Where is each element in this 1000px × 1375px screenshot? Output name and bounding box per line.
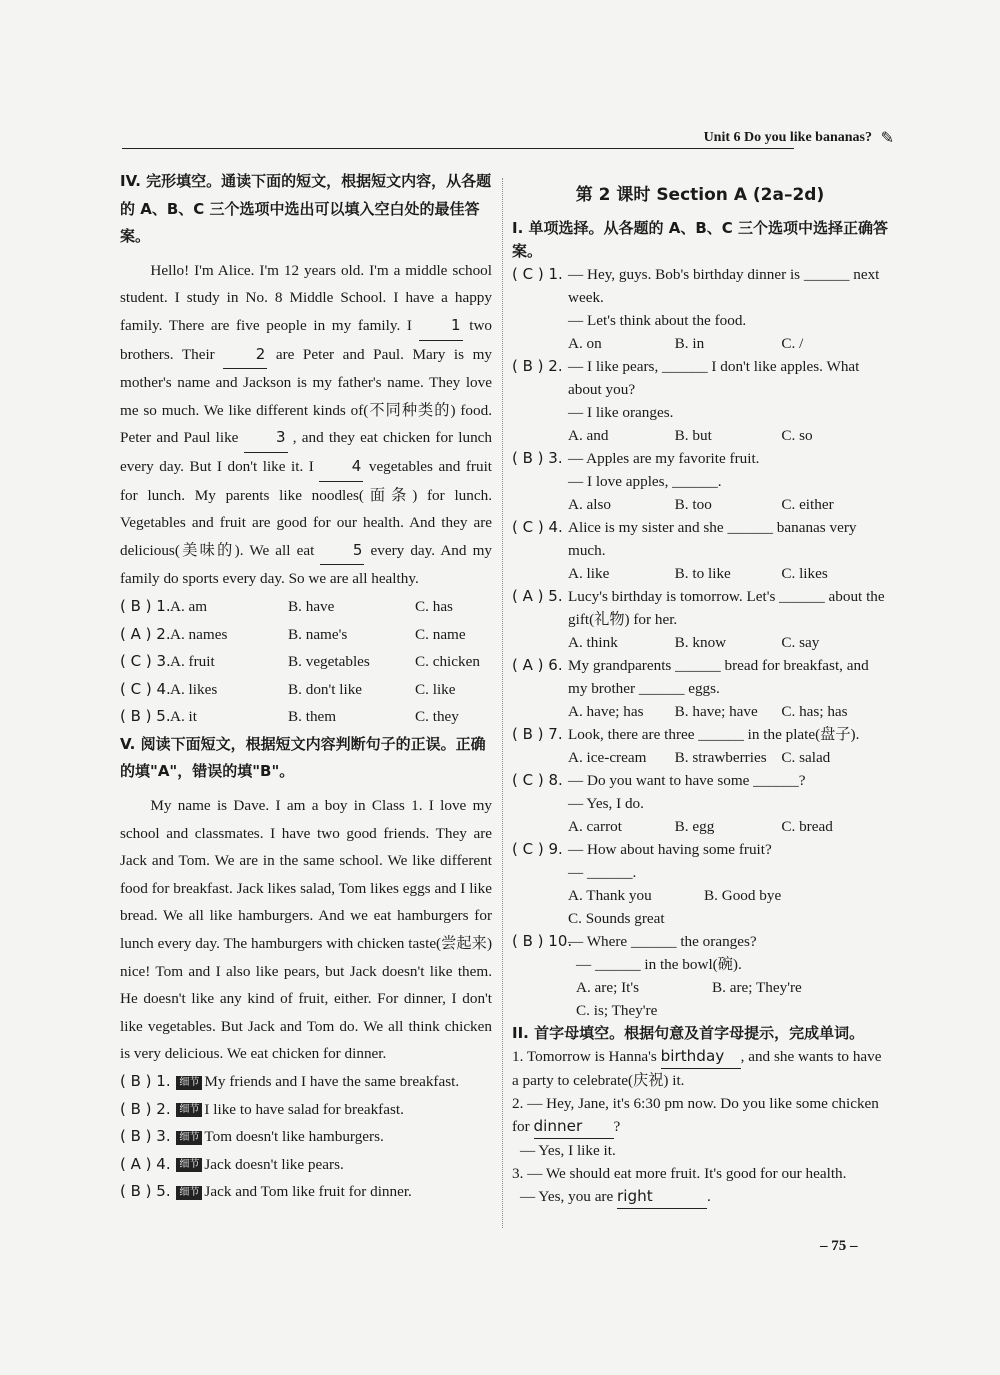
question bbox=[512, 355, 888, 447]
blank-5: 5 bbox=[320, 537, 364, 566]
detail-tag: 细节 bbox=[176, 1158, 202, 1172]
option-c: C. is; They're bbox=[576, 1002, 658, 1019]
question-text: — How about having some fruit? bbox=[568, 841, 772, 858]
fill-text: . bbox=[707, 1188, 711, 1205]
right-column bbox=[512, 168, 888, 1209]
answer-number: ( A ) 6. bbox=[512, 656, 563, 674]
answer-number: ( B ) 5. bbox=[120, 707, 171, 726]
option-a: A. ice-cream bbox=[568, 749, 647, 766]
answer-number: ( A ) 5. bbox=[512, 587, 563, 605]
question-text: — Hey, guys. Bob's birthday dinner is ______ next week. bbox=[568, 266, 880, 306]
item-text: Tom doesn't like hamburgers. bbox=[204, 1128, 384, 1146]
option-b: B. name's bbox=[288, 625, 348, 643]
option-row bbox=[120, 648, 492, 676]
detail-tag: 细节 bbox=[176, 1103, 202, 1117]
option-c: C. likes bbox=[781, 565, 828, 582]
fill-item: — Yes, I like it. bbox=[520, 1142, 616, 1159]
tf-item bbox=[120, 1151, 492, 1179]
option-c: C. has; has bbox=[781, 703, 848, 720]
answer-number: ( A ) 4. bbox=[120, 1154, 171, 1173]
blank-1: 1 bbox=[419, 312, 463, 341]
question-text: — Do you want to have some ______? bbox=[568, 772, 806, 789]
option-c: C. chicken bbox=[415, 653, 480, 671]
option-c: C. they bbox=[415, 708, 459, 726]
option-a: A. think bbox=[568, 634, 618, 651]
option-c: C. say bbox=[781, 634, 820, 651]
answer-number: ( B ) 5. bbox=[120, 1182, 171, 1201]
column-divider bbox=[502, 178, 503, 1228]
section-v-title: V. 阅读下面短文，根据短文内容判断句子的正误。正确的填"A"，错误的填"B"。 bbox=[120, 734, 486, 781]
option-c: C. has bbox=[415, 597, 453, 615]
question-reply: — I like oranges. bbox=[568, 404, 674, 421]
passage-text: two brothers. Their bbox=[120, 316, 492, 363]
option-a: A. fruit bbox=[170, 653, 215, 671]
fill-text: 2. — Hey, Jane, it's 6:30 pm now. Do you like some chicken for bbox=[512, 1095, 879, 1135]
blank-4: 4 bbox=[319, 453, 363, 482]
left-column bbox=[120, 168, 492, 1206]
fill-text: — Yes, you are bbox=[520, 1188, 618, 1205]
option-a: A. are; It's bbox=[576, 979, 640, 996]
item-text: Jack doesn't like pears. bbox=[204, 1155, 344, 1173]
passage-text: , and they eat chicken for lunch every day. But I don't like it. I bbox=[120, 429, 493, 475]
question-text: — Where ______ the oranges? bbox=[568, 933, 757, 950]
option-c: C. name bbox=[415, 625, 466, 643]
cloze-passage bbox=[120, 257, 492, 593]
option-a: A. am bbox=[170, 597, 208, 615]
answer-number: ( C ) 9. bbox=[512, 840, 563, 858]
option-c: C. salad bbox=[781, 749, 831, 766]
page-number: – 75 – bbox=[820, 1238, 858, 1254]
option-c: C. either bbox=[781, 496, 834, 513]
answer-number: ( C ) 1. bbox=[512, 265, 563, 283]
question-text: Lucy's birthday is tomorrow. Let's ______ about the gift(礼物) for her. bbox=[568, 588, 885, 628]
option-row bbox=[120, 621, 492, 649]
question bbox=[512, 585, 888, 654]
answer-number: ( C ) 4. bbox=[512, 518, 563, 536]
tf-item bbox=[120, 1178, 492, 1206]
item-text: My friends and I have the same breakfast. bbox=[204, 1073, 460, 1090]
option-b: B. vegetables bbox=[288, 653, 370, 671]
passage-text: every day. And my family do sports every day. So we are all healthy. bbox=[120, 541, 493, 588]
option-b: B. in bbox=[674, 335, 705, 352]
option-a: A. also bbox=[568, 496, 612, 513]
fill-text: ? bbox=[613, 1118, 621, 1135]
option-b: B. egg bbox=[674, 818, 715, 835]
header-rule bbox=[122, 148, 794, 149]
fill-text: 1. Tomorrow is Hanna's bbox=[512, 1048, 661, 1065]
option-b: B. Good bye bbox=[704, 887, 782, 904]
question-text: Alice is my sister and she ______ bananas very much. bbox=[568, 519, 857, 559]
question bbox=[512, 838, 888, 930]
passage-text: are Peter and Paul. Mary is my mother's name and Jackson is my father's name. They love me so much. We like different kinds of(不同种类的) food. Peter and Paul like bbox=[120, 345, 493, 447]
option-row bbox=[120, 703, 492, 731]
option-b: B. have; have bbox=[674, 703, 758, 720]
option-row bbox=[120, 676, 492, 704]
option-b: B. but bbox=[674, 427, 712, 444]
option-a: A. and bbox=[568, 427, 609, 444]
page-header bbox=[122, 128, 894, 150]
question-reply: — Let's think about the food. bbox=[568, 312, 747, 329]
option-b: B. don't like bbox=[288, 680, 363, 698]
fill-text: , and she wants to have a party to celebrate(庆祝) it. bbox=[512, 1048, 882, 1089]
answer-number: ( C ) 3. bbox=[120, 652, 171, 671]
option-c: C. Sounds great bbox=[568, 910, 665, 927]
section-iv-title: IV. 完形填空。通读下面的短文，根据短文内容，从各题的 A、B、C 三个选项中选出可以填入空白处的最佳答案。 bbox=[120, 172, 492, 246]
answer-number: ( B ) 2. bbox=[120, 1099, 171, 1118]
option-a: A. likes bbox=[170, 680, 218, 698]
item-text: I like to have salad for breakfast. bbox=[204, 1100, 404, 1118]
question bbox=[512, 516, 888, 585]
option-a: A. like bbox=[568, 565, 610, 582]
answer-number: ( C ) 4. bbox=[120, 679, 171, 698]
option-a: A. carrot bbox=[568, 818, 622, 835]
option-a: A. Thank you bbox=[568, 887, 652, 904]
option-b: B. too bbox=[674, 496, 712, 513]
question-reply: — I love apples, ______. bbox=[568, 473, 722, 490]
answer-number: ( B ) 2. bbox=[512, 357, 563, 375]
option-b: B. to like bbox=[674, 565, 731, 582]
option-a: A. have; has bbox=[568, 703, 644, 720]
tf-item bbox=[120, 1096, 492, 1124]
fill-item: 3. — We should eat more fruit. It's good for our health. bbox=[512, 1165, 847, 1182]
detail-tag: 细节 bbox=[176, 1076, 202, 1090]
fill-answer: dinner bbox=[534, 1115, 614, 1139]
passage-text: Hello! I'm Alice. I'm 12 years old. I'm a middle school student. I study in No. 8 Middle School. I have a happy family. There are five people in my family. I bbox=[120, 261, 492, 334]
option-a: A. it bbox=[170, 708, 198, 726]
question-reply: — Yes, I do. bbox=[568, 795, 644, 812]
fill-answer: right bbox=[617, 1185, 707, 1209]
tf-item bbox=[120, 1123, 492, 1151]
fill-answer: birthday bbox=[661, 1045, 741, 1069]
question bbox=[512, 263, 888, 355]
option-c: C. like bbox=[415, 680, 456, 698]
question bbox=[512, 723, 888, 769]
option-row bbox=[120, 593, 492, 621]
reading-passage: My name is Dave. I am a boy in Class 1. I love my school and classmates. I have two good friends. They are Jack and Tom. We are in the same school. We like different food for breakfast. Jack likes salad, Tom likes eggs and I like bread. We all like hamburgers. And we eat hamburgers for lunch every day. The hamburgers with chicken taste(尝起来) nice! Tom and I also like pears, but Jack doesn't like them. He doesn't like any kind of fruit, either. For dinner, I don't like vegetables. But Jack and Tom do. We all think chicken is very delicious. We eat chicken for dinner. bbox=[120, 797, 492, 1063]
question-text: — I like pears, ______ I don't like apples. What about you? bbox=[568, 358, 860, 398]
answer-number: ( B ) 7. bbox=[512, 725, 563, 743]
question bbox=[512, 769, 888, 838]
option-b: B. strawberries bbox=[674, 749, 767, 766]
blank-3: 3 bbox=[244, 424, 288, 453]
unit-title: Unit 6 Do you like bananas? bbox=[703, 130, 872, 145]
option-a: A. names bbox=[170, 625, 228, 643]
option-b: B. know bbox=[674, 634, 727, 651]
question-reply: — ______. bbox=[568, 864, 637, 881]
section-i-title: I. 单项选择。从各题的 A、B、C 三个选项中选择正确答案。 bbox=[512, 219, 888, 260]
tf-item bbox=[120, 1068, 492, 1096]
question bbox=[512, 930, 888, 1022]
question-text: My grandparents ______ bread for breakfast, and my brother ______ eggs. bbox=[568, 657, 869, 697]
answer-number: ( B ) 3. bbox=[120, 1127, 171, 1146]
fill-item bbox=[512, 1185, 888, 1209]
answer-number: ( B ) 1. bbox=[120, 596, 171, 615]
option-b: B. have bbox=[288, 597, 335, 615]
lesson-title: 第 2 课时 Section A (2a–2d) bbox=[575, 185, 825, 205]
detail-tag: 细节 bbox=[176, 1186, 202, 1200]
option-c: C. bread bbox=[781, 818, 833, 835]
answer-number: ( B ) 10. bbox=[512, 932, 573, 950]
answer-number: ( A ) 2. bbox=[120, 624, 171, 643]
answer-number: ( B ) 1. bbox=[120, 1072, 171, 1090]
question bbox=[512, 654, 888, 723]
section-ii-title: II. 首字母填空。根据句意及首字母提示，完成单词。 bbox=[512, 1024, 865, 1042]
option-c: C. / bbox=[781, 335, 804, 352]
fill-item bbox=[512, 1092, 888, 1139]
blank-2: 2 bbox=[223, 341, 267, 370]
answer-number: ( C ) 8. bbox=[512, 771, 563, 789]
option-c: C. so bbox=[781, 427, 813, 444]
option-b: B. are; They're bbox=[712, 979, 802, 996]
true-false-items bbox=[120, 1068, 492, 1206]
option-b: B. them bbox=[288, 708, 337, 726]
question bbox=[512, 447, 888, 516]
question-reply: — ______ in the bowl(碗). bbox=[576, 956, 742, 973]
option-a: A. on bbox=[568, 335, 602, 352]
pencil-decoration-icon: ✎ bbox=[880, 130, 894, 147]
cloze-options bbox=[120, 593, 492, 731]
item-text: Jack and Tom like fruit for dinner. bbox=[204, 1183, 412, 1201]
fill-item bbox=[512, 1045, 888, 1092]
detail-tag: 细节 bbox=[176, 1131, 202, 1145]
passage-text: vegetables and fruit for lunch. My parents like noodles(面条) for lunch. Vegetables and fruit are good for our health. And they are delicious(美味的). We all eat bbox=[120, 457, 493, 559]
question-text: — Apples are my favorite fruit. bbox=[568, 450, 760, 467]
answer-number: ( B ) 3. bbox=[512, 449, 563, 467]
question-text: Look, there are three ______ in the plate(盘子). bbox=[568, 726, 860, 743]
